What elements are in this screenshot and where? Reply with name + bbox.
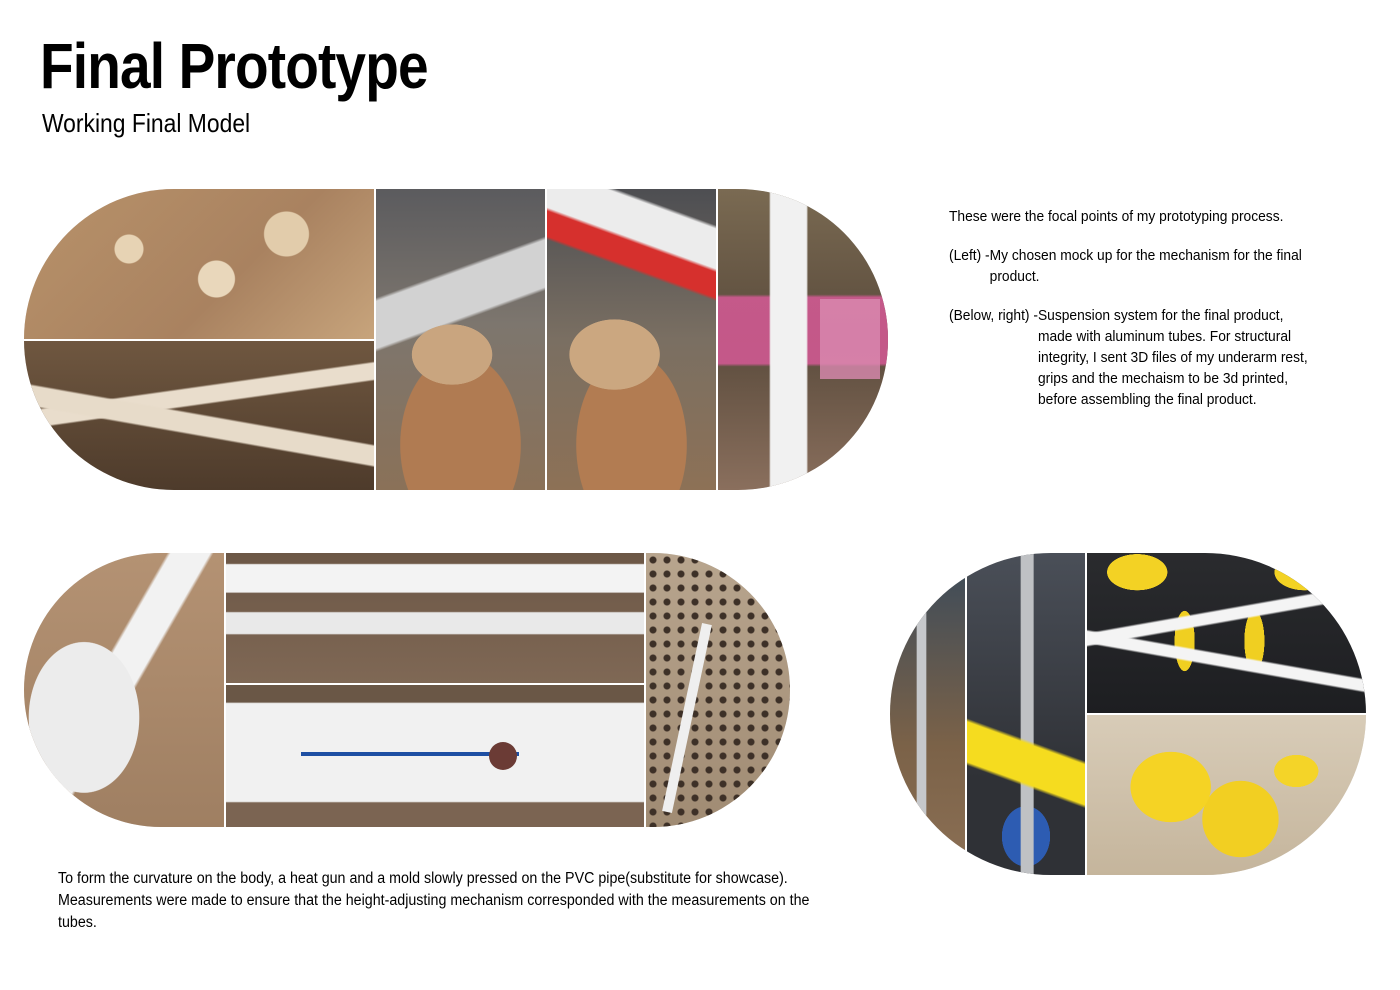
description-right-label: (Below, right) - (949, 307, 1038, 324)
page-subtitle: Working Final Model (42, 108, 251, 138)
description-left-text: My chosen mock up for the mechanism for the final product. (989, 247, 1302, 285)
description-left-item (949, 245, 1317, 287)
suspension-photo-column-right (1087, 553, 1366, 875)
photo-pvc-tube-closeup-bolt (226, 685, 644, 827)
curvature-photo-column-middle (226, 553, 644, 827)
photo-crutch-leg-aluminum (890, 553, 965, 875)
photo-printed-parts-in-bag (1087, 715, 1366, 875)
mechanism-photo-strip (24, 189, 888, 490)
photo-pvc-tubes-with-holes (226, 553, 644, 683)
photo-hand-holding-joint-straight (376, 189, 545, 490)
curvature-photo-strip (24, 553, 790, 827)
description-right-text: Suspension system for the final product, made with aluminum tubes. For structural integrity, I sent 3D files of my underarm rest, grips and the mechaism to be 3d printed, before assembling the final product. (1037, 307, 1308, 408)
photo-wooden-mechanism-parts (24, 189, 374, 339)
description-intro: These were the focal points of my prototyping process. (949, 208, 1284, 225)
photo-bent-pipe-on-pegboard (646, 553, 790, 827)
photo-pipe-with-pink-tape (718, 189, 888, 490)
photo-crutch-with-yellow-rest (967, 553, 1085, 875)
suspension-photo-strip (890, 553, 1366, 875)
curvature-caption: To form the curvature on the body, a heat gun and a mold slowly pressed on the PVC pipe(substitute for showcase). Measurements were made to ensure that the height-adjusting mechanism corresponded with the measurements on the tubes. (58, 870, 810, 931)
mechanism-photo-column-left (24, 189, 374, 490)
prototype-description (949, 206, 1317, 410)
description-right-item (949, 305, 1317, 410)
page-title: Final Prototype (40, 30, 428, 102)
photo-printed-grips-and-rests (1087, 553, 1366, 713)
photo-hand-holding-joint-bent (547, 189, 716, 490)
description-left-label: (Left) - (949, 247, 990, 264)
photo-glove-pressing-pipe-on-mold (24, 553, 224, 827)
photo-wooden-joint-models (24, 341, 374, 491)
